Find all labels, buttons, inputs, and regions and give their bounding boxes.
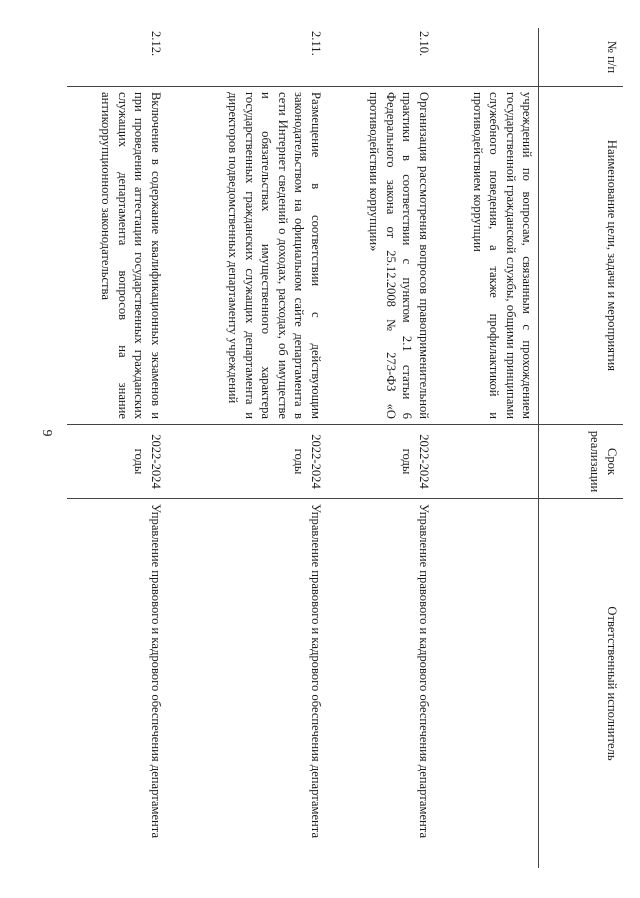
row-executor: Управление правового и кадрового обеспечения департамента: [309, 504, 323, 839]
row-executor: Управление правового и кадрового обеспечения департамента: [417, 504, 431, 839]
row-number: 2.10.: [327, 28, 435, 87]
header-executor: Ответственный исполнитель: [539, 499, 623, 869]
measures-table: [67, 28, 623, 868]
row-term: 2022-2024 годы: [327, 425, 435, 499]
row-number: 2.12.: [67, 28, 167, 87]
rotated-table-container: [68, 28, 623, 868]
header-term: Срок реализации: [539, 425, 623, 499]
row-name: учреждений по вопросам, связанным с прохождением государственной гражданской службы, общими принципами служебного поведения, а также профилактикой и противодействием коррупции: [435, 87, 539, 425]
row-name: Организация рассмотрения вопросов правоприменительной практики в соответствии с пунктом 2.1 статьи 6 Федерального закона от 25.12.2008 № 273-ФЗ «О противодействии коррупции»: [327, 87, 435, 425]
table-row: [167, 28, 327, 868]
table-row: [327, 28, 435, 868]
row-name: Размещение в соответствии с действующим законодательством на официальном сайте департамента в сети Интернет сведений о доходах, расходах, об имуществе и обязательствах имущественного характера государственных гражданских служащих департамента и директоров подведомственных департаменту учреждений: [167, 87, 327, 425]
row-term: 2022-2024 годы: [167, 425, 327, 499]
table-row: [67, 28, 167, 868]
row-executor: [435, 499, 539, 869]
header-name: Наименование цели, задачи и мероприятия: [539, 87, 623, 425]
header-number: № п/п: [539, 28, 623, 87]
row-term: [435, 425, 539, 499]
row-number: [435, 28, 539, 87]
row-term: 2022-2024 годы: [67, 425, 167, 499]
page-number: 9: [39, 429, 54, 437]
row-executor: Управление правового и кадрового обеспечения департамента: [149, 504, 163, 839]
row-number: 2.11.: [167, 28, 327, 87]
table-header-row: [539, 28, 623, 868]
table-row: [435, 28, 539, 868]
row-name: Включение в содержание квалификационных экзаменов и при проведении аттестации государственных гражданских служащих департамента вопросов на знание антикоррупционного законодательства: [67, 87, 167, 425]
